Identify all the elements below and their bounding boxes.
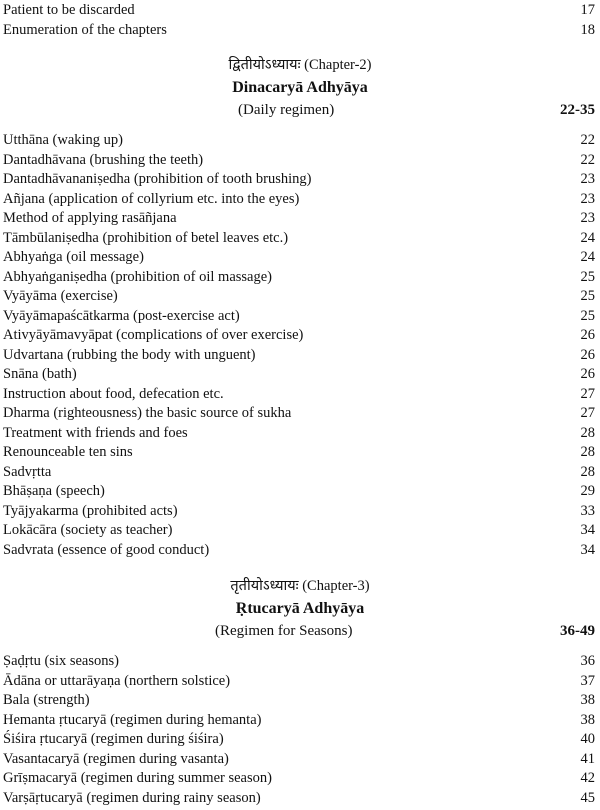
chapter-2-page-range: 22-35 [560, 102, 595, 118]
entry-title: Ṣaḍṛtu (six seasons) [3, 653, 119, 669]
toc-entry [3, 286, 595, 306]
entry-title: Treatment with friends and foes [3, 424, 188, 441]
entry-title: Hemanta ṛtucaryā (regimen during hemanta) [3, 711, 262, 728]
toc-entry [3, 130, 595, 150]
entry-title: Sadvrata (essence of good conduct) [3, 542, 210, 558]
entry-page: 45 [580, 789, 595, 806]
entry-title: Vyāyāma (exercise) [3, 288, 118, 304]
entry-page: 36 [580, 653, 595, 669]
entry-title: Vasantacaryā (regimen during vasanta) [3, 750, 229, 767]
entry-page: 22 [580, 151, 595, 168]
toc-entry [3, 481, 595, 501]
entry-title: Varṣāṛtucaryā (regimen during rainy season) [3, 789, 261, 806]
entry-title: Udvartana (rubbing the body with unguent) [3, 346, 256, 363]
entry-title: Dantadhāvana (brushing the teeth) [3, 151, 204, 168]
toc-entry [3, 403, 595, 423]
toc-entry [3, 169, 595, 189]
entry-page: 26 [580, 366, 595, 382]
entry-page: 37 [580, 672, 595, 689]
entry-page: 25 [580, 307, 595, 324]
entry-title: Tyājyakarma (prohibited acts) [3, 502, 178, 519]
entry-page: 29 [580, 483, 595, 499]
toc-entry [3, 306, 595, 326]
toc-entry [3, 20, 595, 40]
entry-page: 25 [580, 288, 595, 304]
chapter-3-page-range: 36-49 [560, 623, 595, 639]
entry-title: Tāmbūlaniṣedha (prohibition of betel leaves etc.) [3, 229, 289, 246]
entry-title: Enumeration of the chapters [3, 22, 167, 38]
entry-page: 28 [580, 444, 595, 460]
entry-title: Ativyāyāmavyāpat (complications of over exercise) [3, 327, 304, 343]
chapter-2-title: Dinacaryā Adhyāya [232, 79, 368, 96]
entry-title: Añjana (application of collyrium etc. into the eyes) [3, 190, 300, 207]
toc-entry [3, 247, 595, 267]
entry-title: Dantadhāvananiṣedha (prohibition of tooth brushing) [3, 171, 312, 187]
entry-page: 24 [580, 229, 595, 246]
toc-entry [3, 520, 595, 540]
entry-title: Ādāna or uttarāyaṇa (northern solstice) [3, 672, 231, 689]
chapter-3-subtitle: (Regimen for Seasons) [215, 623, 353, 639]
entry-page: 23 [580, 210, 595, 226]
entry-page: 27 [580, 405, 595, 421]
entry-page: 17 [580, 2, 595, 18]
toc-entry [3, 345, 595, 365]
entry-page: 34 [580, 522, 595, 538]
entry-page: 33 [580, 502, 595, 519]
chapter-2-heading: द्वितीयोऽध्यायः (Chapter-2) [228, 57, 372, 73]
toc-entry [3, 710, 595, 730]
entry-page: 27 [580, 385, 595, 402]
entry-title: Method of applying rasāñjana [3, 210, 177, 226]
entry-page: 18 [580, 22, 595, 38]
entry-title: Sadvṛtta [3, 463, 52, 480]
entry-title: Vyāyāmapaścātkarma (post-exercise act) [3, 307, 240, 324]
entry-page: 24 [580, 249, 595, 265]
entry-page: 38 [580, 711, 595, 728]
toc-entry [3, 364, 595, 384]
entry-page: 34 [580, 542, 595, 558]
entry-page: 28 [580, 424, 595, 441]
entry-title: Lokācāra (society as teacher) [3, 522, 173, 538]
chapter-2-subtitle: (Daily regimen) [238, 102, 335, 118]
entry-page: 42 [580, 770, 595, 786]
toc-entry [3, 671, 595, 691]
toc-entry [3, 462, 595, 482]
toc-entry [3, 540, 595, 560]
toc-entry [3, 729, 595, 749]
toc-entry [3, 442, 595, 462]
entry-page: 25 [580, 268, 595, 285]
toc-entry [3, 749, 595, 769]
entry-title: Snāna (bath) [3, 366, 77, 382]
chapter-2-subtitle-row [0, 99, 595, 121]
entry-title: Renounceable ten sins [3, 444, 133, 460]
entry-title: Dharma (righteousness) the basic source of sukha [3, 405, 292, 421]
toc-entry [3, 651, 595, 671]
entry-page: 23 [580, 190, 595, 207]
entry-title: Śiśira ṛtucaryā (regimen during śiśira) [3, 731, 224, 747]
toc-entry [3, 788, 595, 808]
entry-title: Bhāṣaṇa (speech) [3, 483, 105, 499]
chapter-3-subtitle-row [0, 620, 595, 642]
entry-title: Grīṣmacaryā (regimen during summer season) [3, 770, 272, 786]
entry-page: 41 [580, 750, 595, 767]
entry-page: 38 [580, 692, 595, 708]
entry-title: Instruction about food, defecation etc. [3, 385, 224, 402]
toc-entry [3, 423, 595, 443]
toc-entry [3, 189, 595, 209]
toc-entry [3, 228, 595, 248]
entry-title: Utthāna (waking up) [3, 132, 123, 148]
toc-entry [3, 0, 595, 20]
chapter-3-heading: तृतीयोऽध्यायः (Chapter-3) [230, 578, 370, 594]
toc-entry [3, 208, 595, 228]
toc-entry [3, 501, 595, 521]
toc-entry [3, 690, 595, 710]
entry-title: Abhyaṅganiṣedha (prohibition of oil massage) [3, 268, 272, 285]
entry-page: 26 [580, 346, 595, 363]
toc-entry [3, 384, 595, 404]
entry-page: 28 [580, 463, 595, 480]
toc-entry [3, 325, 595, 345]
entry-title: Bala (strength) [3, 692, 90, 708]
entry-page: 22 [580, 132, 595, 148]
entry-page: 40 [580, 731, 595, 747]
toc-entry [3, 768, 595, 788]
toc-entry [3, 267, 595, 287]
entry-title: Abhyaṅga (oil message) [3, 249, 144, 265]
entry-page: 23 [580, 171, 595, 187]
toc-entry [3, 150, 595, 170]
entry-page: 26 [580, 327, 595, 343]
chapter-3-title: Ṛtucaryā Adhyāya [235, 600, 365, 617]
entry-title: Patient to be discarded [3, 2, 135, 18]
